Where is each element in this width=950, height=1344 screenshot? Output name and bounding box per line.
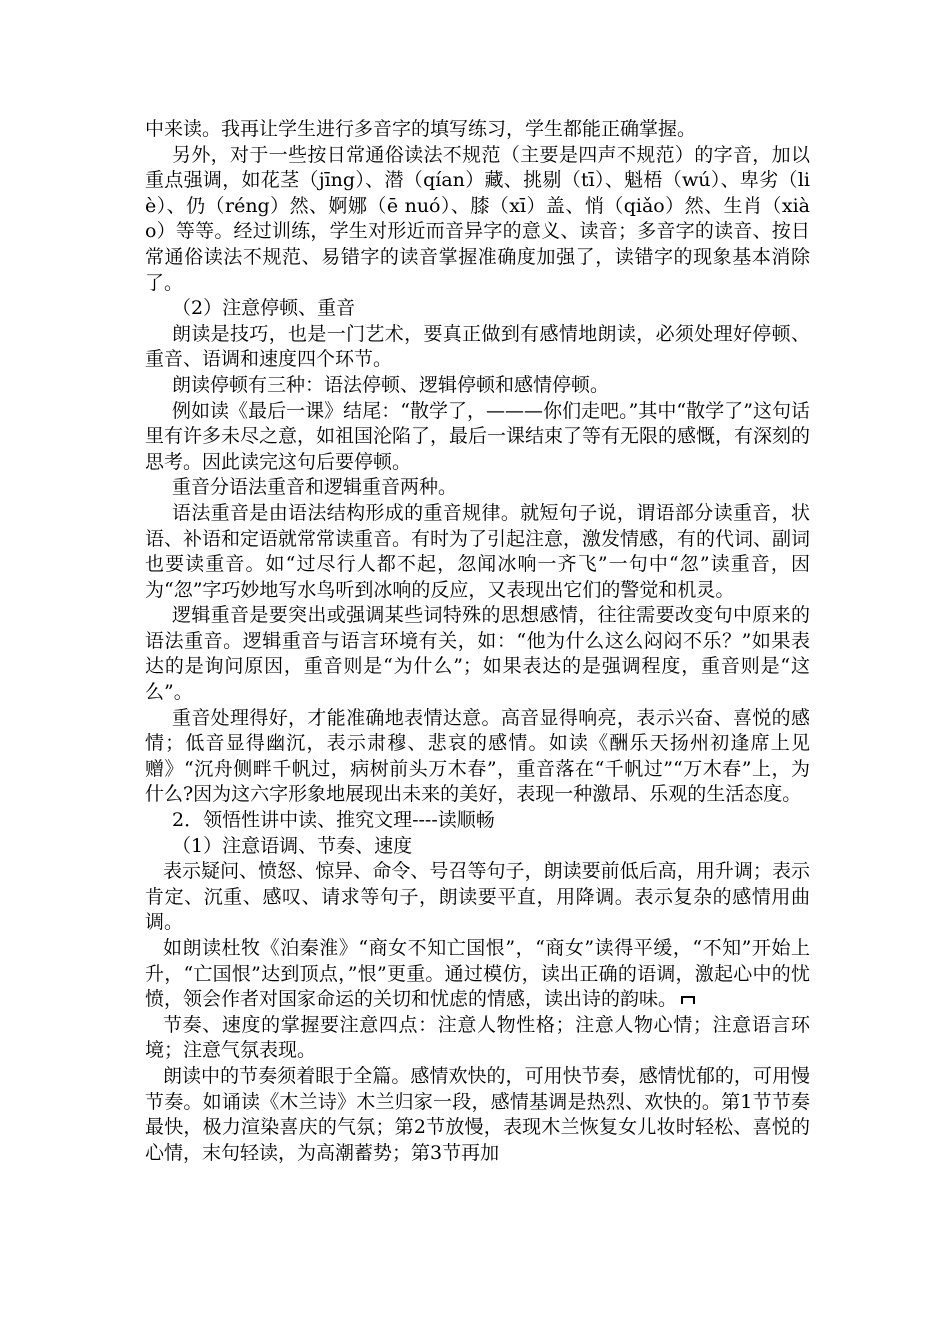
section-heading-intonation: （1）注意语调、节奏、速度 [172,834,413,857]
paragraph-7: 重音分语法重音和逻辑重音两种。 [172,476,458,499]
paragraph-13: 表示疑问、愤怒、惊异、命令、号召等句子，朗读要前低后高，用升调；表示肯定、沉重、感叹、请求等句子，朗读要平直，用降调。表示复杂的感情用曲调。 [145,860,810,934]
paragraph-15: 节奏、速度的掌握要注意四点：注意人物性格；注意人物心情；注意语言环境；注意气氛表现。 [145,1013,810,1062]
paragraph-1: 中来读。我再让学生进行多音字的填写练习，学生都能正确掌握。 [145,118,697,140]
section-heading-2: 2．领悟性讲中读、推究文理----读顺畅 [172,809,495,832]
edit-mark-icon [681,996,695,1004]
paragraph-8: 语法重音是由语法结构形成的重音规律。就短句子说，谓语部分读重音，状语、补语和定语就常常读重音。有时为了引起注意，激发情感，有的代词、副词也要读重音。如“过尽行人都不起，忽闻冰响一齐飞”一句中“忽”读重音，因为“忽”字巧妙地写水鸟听到冰响的反应，又表现出它们的警觉和机灵。 [145,501,811,601]
paragraph-9: 逻辑重音是要突出或强调某些词特殊的思想感情，往往需要改变句中原来的语法重音。逻辑重音与语言环境有关，如：“他为什么这么闷闷不乐？”如果表达的是询问原因，重音则是“为什么”；如果表达的是强调程度，重音则是“这么”。 [145,604,810,704]
paragraph-6: 例如读《最后一课》结尾：“散学了，———你们走吧。”其中“散学了”这句话里有许多未尽之意，如祖国沦陷了，最后一课结束了等有无限的感慨，有深刻的思考。因此读完这句后要停顿。 [145,399,811,473]
paragraph-2: 另外，对于一些按日常通俗读法不规范（主要是四声不规范）的字音，加以重点强调，如花茎（jīng）、潜（qían）藏、挑剔（tī）、魁梧（wú）、卑劣（liè）、仍（réng）然、婀娜（ē nuó）、膝（xī）盖、悄（qiǎo）然、生肖（xiào）等等。经过训练，学生对形近而音异字的意义、读音；多音字的读音、按日常通俗读法不规范、易错字的读音掌握准确度加强了，读错字的现象基本消除了。 [145,143,810,294]
paragraph-5: 朗读停顿有三种：语法停顿、逻辑停顿和感情停顿。 [172,373,610,396]
paragraph-4: 朗读是技巧，也是一门艺术，要真正做到有感情地朗读，必须处理好停顿、重音、语调和速度四个环节。 [145,322,810,371]
paragraph-14-text: 如朗读杜牧《泊秦淮》“商女不知亡国恨”，“商女”读得平缓，“不知”开始上升，“亡国恨”达到顶点，”恨”更重。通过模仿，读出正确的语调，激起心中的忧愤，领会作者对国家命运的关切和忧虑的情感，读出诗的韵味。 [145,937,810,1011]
paragraph-10: 重音处理得好，才能准确地表情达意。高音显得响亮，表示兴奋、喜悦的感情；低音显得幽沉，表示肃穆、悲哀的感情。如读《酬乐天扬州初逢席上见赠》“沉舟侧畔千帆过，病树前头万木春”，重音落在“千帆过”“万木春”上，为什么?因为这六字形象地展现出未来的美好，表现一种激昂、乐观的生活态度。 [145,706,810,806]
paragraph-16: 朗读中的节奏须着眼于全篇。感情欢快的，可用快节奏，感情忧郁的，可用慢节奏。如诵读《木兰诗》木兰归家一段，感情基调是热烈、欢快的。第1节节奏最快，极力渲染喜庆的气氛；第2节放慢，表现木兰恢复女儿妆时轻松、喜悦的心情，末句轻读，为高潮蓄势；第3节再加 [145,1064,810,1164]
document-page [145,117,810,1166]
paragraph-14 [145,936,810,1013]
section-heading-pause-stress: （2）注意停顿、重音 [172,297,356,320]
